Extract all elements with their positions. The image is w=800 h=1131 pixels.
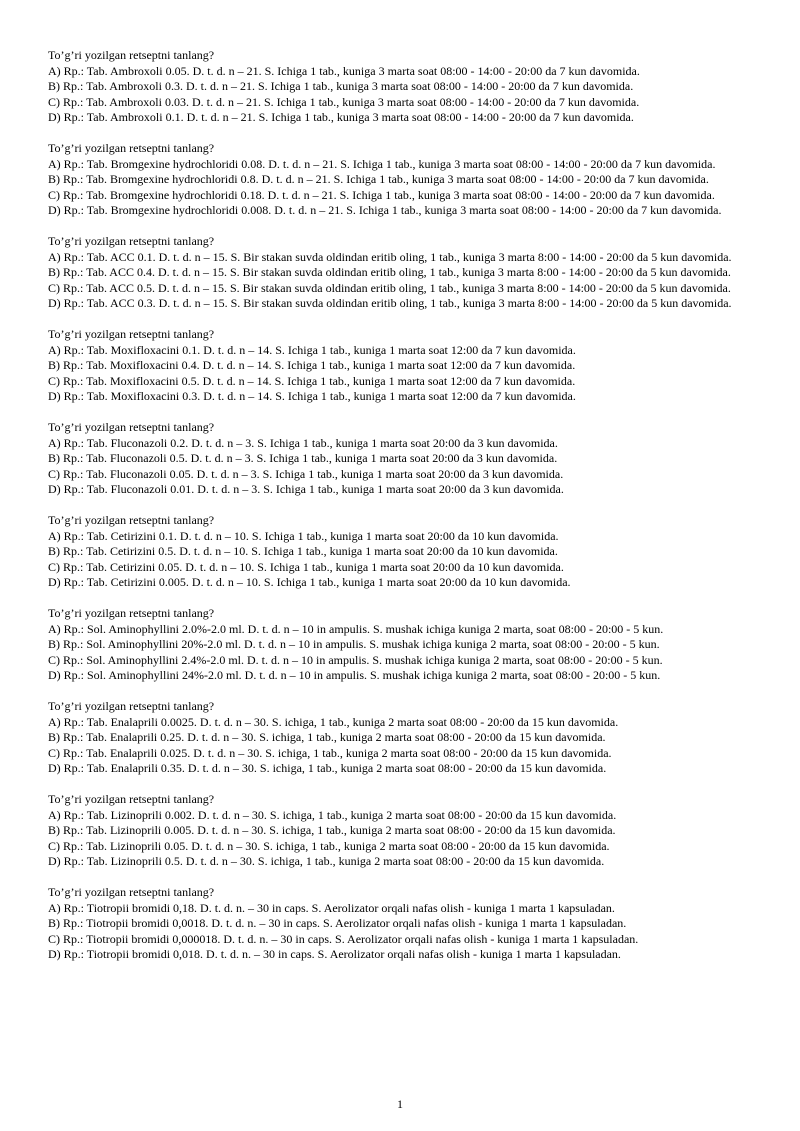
question-block bbox=[48, 699, 770, 777]
question-block bbox=[48, 792, 770, 870]
option-d: D) Rp.: Tab. Ambroxoli 0.1. D. t. d. n – 21. S. Ichiga 1 tab., kuniga 3 marta soat 08:00 - 14:00 - 20:00 da 7 kun davomida. bbox=[48, 110, 634, 124]
question-prompt: To’g’ri yozilgan retseptni tanlang? bbox=[48, 792, 215, 806]
question-block bbox=[48, 420, 770, 498]
option-a: A) Rp.: Tab. Ambroxoli 0.05. D. t. d. n – 21. S. Ichiga 1 tab., kuniga 3 marta soat 08:00 - 14:00 - 20:00 da 7 kun davomida. bbox=[48, 63, 640, 78]
option-c: C) Rp.: Tab. ACC 0.5. D. t. d. n – 15. S. Bir stakan suvda oldindan eritib oling, 1 tab., kuniga 3 marta 8:00 - 14:00 - 20:00 da 5 kun davomida. bbox=[48, 280, 731, 295]
question-prompt: To’g’ri yozilgan retseptni tanlang? bbox=[48, 48, 215, 62]
option-a: A) Rp.: Tab. Cetirizini 0.1. D. t. d. n – 10. S. Ichiga 1 tab., kuniga 1 marta soat 20:00 da 10 kun davomida. bbox=[48, 528, 559, 543]
question-block bbox=[48, 606, 770, 684]
question-prompt: To’g’ri yozilgan retseptni tanlang? bbox=[48, 606, 215, 620]
option-d: D) Rp.: Tab. Moxifloxacini 0.3. D. t. d. n – 14. S. Ichiga 1 tab., kuniga 1 marta soat 12:00 da 7 kun davomida. bbox=[48, 389, 576, 403]
option-b: B) Rp.: Tab. ACC 0.4. D. t. d. n – 15. S. Bir stakan suvda oldindan eritib oling, 1 tab., kuniga 3 marta 8:00 - 14:00 - 20:00 da 5 kun davomida. bbox=[48, 265, 731, 279]
question-block bbox=[48, 513, 770, 591]
option-c: C) Rp.: Tab. Lizinoprili 0.05. D. t. d. n – 30. S. ichiga, 1 tab., kuniga 2 marta soat 08:00 - 20:00 da 15 kun davomida. bbox=[48, 838, 610, 853]
option-c: C) Rp.: Tab. Ambroxoli 0.03. D. t. d. n – 21. S. Ichiga 1 tab., kuniga 3 marta soat 08:00 - 14:00 - 20:00 da 7 kun davomida. bbox=[48, 94, 640, 109]
option-b: B) Rp.: Tab. Cetirizini 0.5. D. t. d. n – 10. S. Ichiga 1 tab., kuniga 1 marta soat 20:00 da 10 kun davomida. bbox=[48, 544, 558, 558]
question-block bbox=[48, 327, 770, 405]
option-a: A) Rp.: Tab. Lizinoprili 0.002. D. t. d. n – 30. S. ichiga, 1 tab., kuniga 2 marta soat 08:00 - 20:00 da 15 kun davomida. bbox=[48, 807, 617, 822]
question-prompt: To’g’ri yozilgan retseptni tanlang? bbox=[48, 234, 215, 248]
question-block bbox=[48, 141, 770, 219]
question-block bbox=[48, 885, 770, 963]
option-a: A) Rp.: Tab. Bromgexine hydrochloridi 0.08. D. t. d. n – 21. S. Ichiga 1 tab., kuniga 3 marta soat 08:00 - 14:00 - 20:00 da 7 kun davomida. bbox=[48, 156, 716, 171]
option-d: D) Rp.: Sol. Aminophyllini 24%-2.0 ml. D. t. d. n – 10 in ampulis. S. mushak ichiga kuniga 2 marta, soat 08:00 - 20:00 - 5 kun. bbox=[48, 668, 661, 682]
option-a: A) Rp.: Tiotropii bromidi 0,18. D. t. d. n. – 30 in caps. S. Aerolizator orqali nafas olish - kuniga 1 marta 1 kapsuladan. bbox=[48, 900, 615, 915]
option-d: D) Rp.: Tab. Bromgexine hydrochloridi 0.008. D. t. d. n – 21. S. Ichiga 1 tab., kuniga 3 marta soat 08:00 - 14:00 - 20:00 da 7 kun davomida. bbox=[48, 203, 722, 217]
option-c: C) Rp.: Sol. Aminophyllini 2.4%-2.0 ml. D. t. d. n – 10 in ampulis. S. mushak ichiga kuniga 2 marta, soat 08:00 - 20:00 - 5 kun. bbox=[48, 652, 663, 667]
page-number: 1 bbox=[397, 1097, 403, 1111]
option-b: B) Rp.: Tab. Enalaprili 0.25. D. t. d. n – 30. S. ichiga, 1 tab., kuniga 2 marta soat 08:00 - 20:00 da 15 kun davomida. bbox=[48, 730, 606, 744]
option-b: B) Rp.: Tiotropii bromidi 0,0018. D. t. d. n. – 30 in caps. S. Aerolizator orqali nafas olish - kuniga 1 marta 1 kapsuladan. bbox=[48, 916, 627, 930]
option-d: D) Rp.: Tiotropii bromidi 0,018. D. t. d. n. – 30 in caps. S. Aerolizator orqali nafas olish - kuniga 1 marta 1 kapsuladan. bbox=[48, 947, 621, 961]
question-prompt: To’g’ri yozilgan retseptni tanlang? bbox=[48, 141, 215, 155]
option-d: D) Rp.: Tab. ACC 0.3. D. t. d. n – 15. S. Bir stakan suvda oldindan eritib oling, 1 tab., kuniga 3 marta 8:00 - 14:00 - 20:00 da 5 kun davomida. bbox=[48, 296, 732, 310]
option-a: A) Rp.: Tab. Fluconazoli 0.2. D. t. d. n – 3. S. Ichiga 1 tab., kuniga 1 marta soat 20:00 da 3 kun davomida. bbox=[48, 435, 558, 450]
question-block bbox=[48, 48, 770, 126]
option-b: B) Rp.: Tab. Bromgexine hydrochloridi 0.8. D. t. d. n – 21. S. Ichiga 1 tab., kuniga 3 marta soat 08:00 - 14:00 - 20:00 da 7 kun davomida. bbox=[48, 172, 709, 186]
question-prompt: To’g’ri yozilgan retseptni tanlang? bbox=[48, 513, 215, 527]
option-b: B) Rp.: Sol. Aminophyllini 20%-2.0 ml. D. t. d. n – 10 in ampulis. S. mushak ichiga kuniga 2 marta, soat 08:00 - 20:00 - 5 kun. bbox=[48, 637, 660, 651]
option-a: A) Rp.: Sol. Aminophyllini 2.0%-2.0 ml. D. t. d. n – 10 in ampulis. S. mushak ichiga kuniga 2 marta, soat 08:00 - 20:00 - 5 kun. bbox=[48, 621, 664, 636]
option-d: D) Rp.: Tab. Enalaprili 0.35. D. t. d. n – 30. S. ichiga, 1 tab., kuniga 2 marta soat 08:00 - 20:00 da 15 kun davomida. bbox=[48, 761, 607, 775]
option-c: C) Rp.: Tab. Bromgexine hydrochloridi 0.18. D. t. d. n – 21. S. Ichiga 1 tab., kuniga 3 marta soat 08:00 - 14:00 - 20:00 da 7 kun davomida. bbox=[48, 187, 715, 202]
option-b: B) Rp.: Tab. Lizinoprili 0.005. D. t. d. n – 30. S. ichiga, 1 tab., kuniga 2 marta soat 08:00 - 20:00 da 15 kun davomida. bbox=[48, 823, 616, 837]
option-b: B) Rp.: Tab. Fluconazoli 0.5. D. t. d. n – 3. S. Ichiga 1 tab., kuniga 1 marta soat 20:00 da 3 kun davomida. bbox=[48, 451, 558, 465]
option-a: A) Rp.: Tab. Moxifloxacini 0.1. D. t. d. n – 14. S. Ichiga 1 tab., kuniga 1 marta soat 12:00 da 7 kun davomida. bbox=[48, 342, 576, 357]
option-a: A) Rp.: Tab. Enalaprili 0.0025. D. t. d. n – 30. S. ichiga, 1 tab., kuniga 2 marta soat 08:00 - 20:00 da 15 kun davomida. bbox=[48, 714, 619, 729]
option-c: C) Rp.: Tab. Cetirizini 0.05. D. t. d. n – 10. S. Ichiga 1 tab., kuniga 1 marta soat 20:00 da 10 kun davomida. bbox=[48, 559, 564, 574]
option-b: B) Rp.: Tab. Ambroxoli 0.3. D. t. d. n – 21. S. Ichiga 1 tab., kuniga 3 marta soat 08:00 - 14:00 - 20:00 da 7 kun davomida. bbox=[48, 79, 634, 93]
option-c: C) Rp.: Tab. Enalaprili 0.025. D. t. d. n – 30. S. ichiga, 1 tab., kuniga 2 marta soat 08:00 - 20:00 da 15 kun davomida. bbox=[48, 745, 612, 760]
option-d: D) Rp.: Tab. Lizinoprili 0.5. D. t. d. n – 30. S. ichiga, 1 tab., kuniga 2 marta soat 08:00 - 20:00 da 15 kun davomida. bbox=[48, 854, 605, 868]
option-c: C) Rp.: Tiotropii bromidi 0,000018. D. t. d. n. – 30 in caps. S. Aerolizator orqali nafas olish - kuniga 1 marta 1 kapsuladan. bbox=[48, 931, 639, 946]
option-c: C) Rp.: Tab. Fluconazoli 0.05. D. t. d. n – 3. S. Ichiga 1 tab., kuniga 1 marta soat 20:00 da 3 kun davomida. bbox=[48, 466, 564, 481]
option-c: C) Rp.: Tab. Moxifloxacini 0.5. D. t. d. n – 14. S. Ichiga 1 tab., kuniga 1 marta soat 12:00 da 7 kun davomida. bbox=[48, 373, 576, 388]
option-d: D) Rp.: Tab. Cetirizini 0.005. D. t. d. n – 10. S. Ichiga 1 tab., kuniga 1 marta soat 20:00 da 10 kun davomida. bbox=[48, 575, 571, 589]
question-prompt: To’g’ri yozilgan retseptni tanlang? bbox=[48, 420, 215, 434]
option-a: A) Rp.: Tab. ACC 0.1. D. t. d. n – 15. S. Bir stakan suvda oldindan eritib oling, 1 tab., kuniga 3 marta 8:00 - 14:00 - 20:00 da 5 kun davomida. bbox=[48, 249, 732, 264]
option-b: B) Rp.: Tab. Moxifloxacini 0.4. D. t. d. n – 14. S. Ichiga 1 tab., kuniga 1 marta soat 12:00 da 7 kun davomida. bbox=[48, 358, 576, 372]
question-prompt: To’g’ri yozilgan retseptni tanlang? bbox=[48, 327, 215, 341]
question-list bbox=[48, 48, 770, 978]
option-d: D) Rp.: Tab. Fluconazoli 0.01. D. t. d. n – 3. S. Ichiga 1 tab., kuniga 1 marta soat 20:00 da 3 kun davomida. bbox=[48, 482, 564, 496]
question-block bbox=[48, 234, 770, 312]
question-prompt: To’g’ri yozilgan retseptni tanlang? bbox=[48, 885, 215, 899]
question-prompt: To’g’ri yozilgan retseptni tanlang? bbox=[48, 699, 215, 713]
